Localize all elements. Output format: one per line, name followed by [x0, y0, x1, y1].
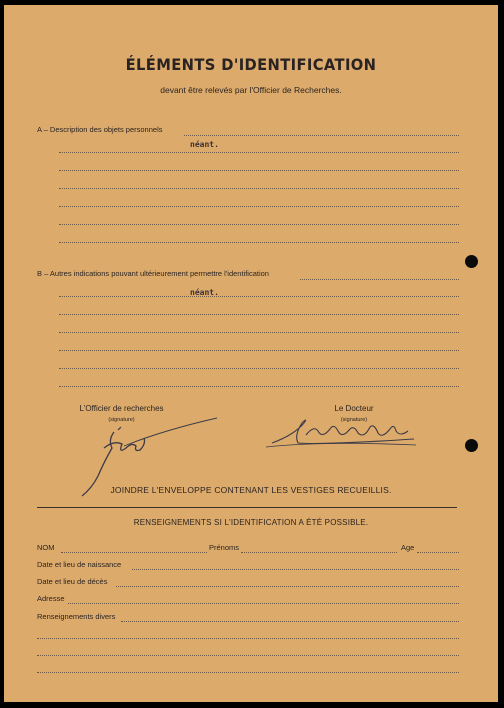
dotted-line [59, 152, 459, 153]
dotted-line [59, 368, 459, 369]
officer-signature-title: L'Officier de recherches [79, 404, 164, 413]
dotted-line [184, 135, 459, 136]
section-divider [37, 507, 457, 508]
section-a-typed-value: néant. [190, 140, 219, 149]
divers-label: Renseignements divers [37, 612, 116, 621]
dotted-line [121, 621, 459, 622]
dotted-line [59, 386, 459, 387]
dotted-line [59, 332, 459, 333]
dotted-line [59, 170, 459, 171]
dotted-line [59, 350, 459, 351]
dotted-line [37, 672, 459, 673]
dotted-line [37, 655, 459, 656]
dotted-line [37, 638, 459, 639]
dotted-line [59, 242, 459, 243]
form-title: ÉLÉMENTS D'IDENTIFICATION [125, 55, 377, 74]
age-label: Age [401, 543, 415, 552]
nom-label: NOM [37, 543, 55, 552]
doctor-signature-title: Le Docteur [334, 404, 374, 413]
dotted-line [59, 188, 459, 189]
renseignements-heading: RENSEIGNEMENTS SI L'IDENTIFICATION A ÉTÉ POSSIBLE. [133, 518, 369, 527]
section-b-typed-value: néant. [190, 288, 219, 297]
naissance-label: Date et lieu de naissance [37, 560, 122, 569]
deces-label: Date et lieu de décès [37, 577, 108, 586]
dotted-line [132, 569, 459, 570]
form-subtitle: devant être relevés par l'Officier de Recherches. [160, 85, 342, 95]
punch-hole [465, 255, 478, 268]
dotted-line [300, 279, 459, 280]
section-b-label: B – Autres indications pouvant ultérieurement permettre l'identification [37, 269, 269, 278]
adresse-label: Adresse [37, 594, 65, 603]
dotted-line [116, 586, 459, 587]
identification-form [4, 5, 498, 702]
dotted-line [59, 296, 459, 297]
dotted-line [241, 552, 397, 553]
doctor-signature-sublabel: (signature) [340, 417, 368, 423]
dotted-line [59, 224, 459, 225]
dotted-line [68, 603, 459, 604]
dotted-line [61, 552, 207, 553]
punch-hole [465, 439, 478, 452]
section-a-label: A – Description des objets personnels [37, 125, 163, 134]
doctor-handwritten-signature [264, 413, 424, 453]
prenoms-label: Prénoms [209, 543, 240, 552]
envelope-instruction: JOINDRE L'ENVELOPPE CONTENANT LES VESTIGES RECUEILLIS. [110, 485, 392, 495]
dotted-line [417, 552, 459, 553]
dotted-line [59, 314, 459, 315]
officer-signature-sublabel: (signature) [108, 417, 135, 423]
dotted-line [59, 206, 459, 207]
